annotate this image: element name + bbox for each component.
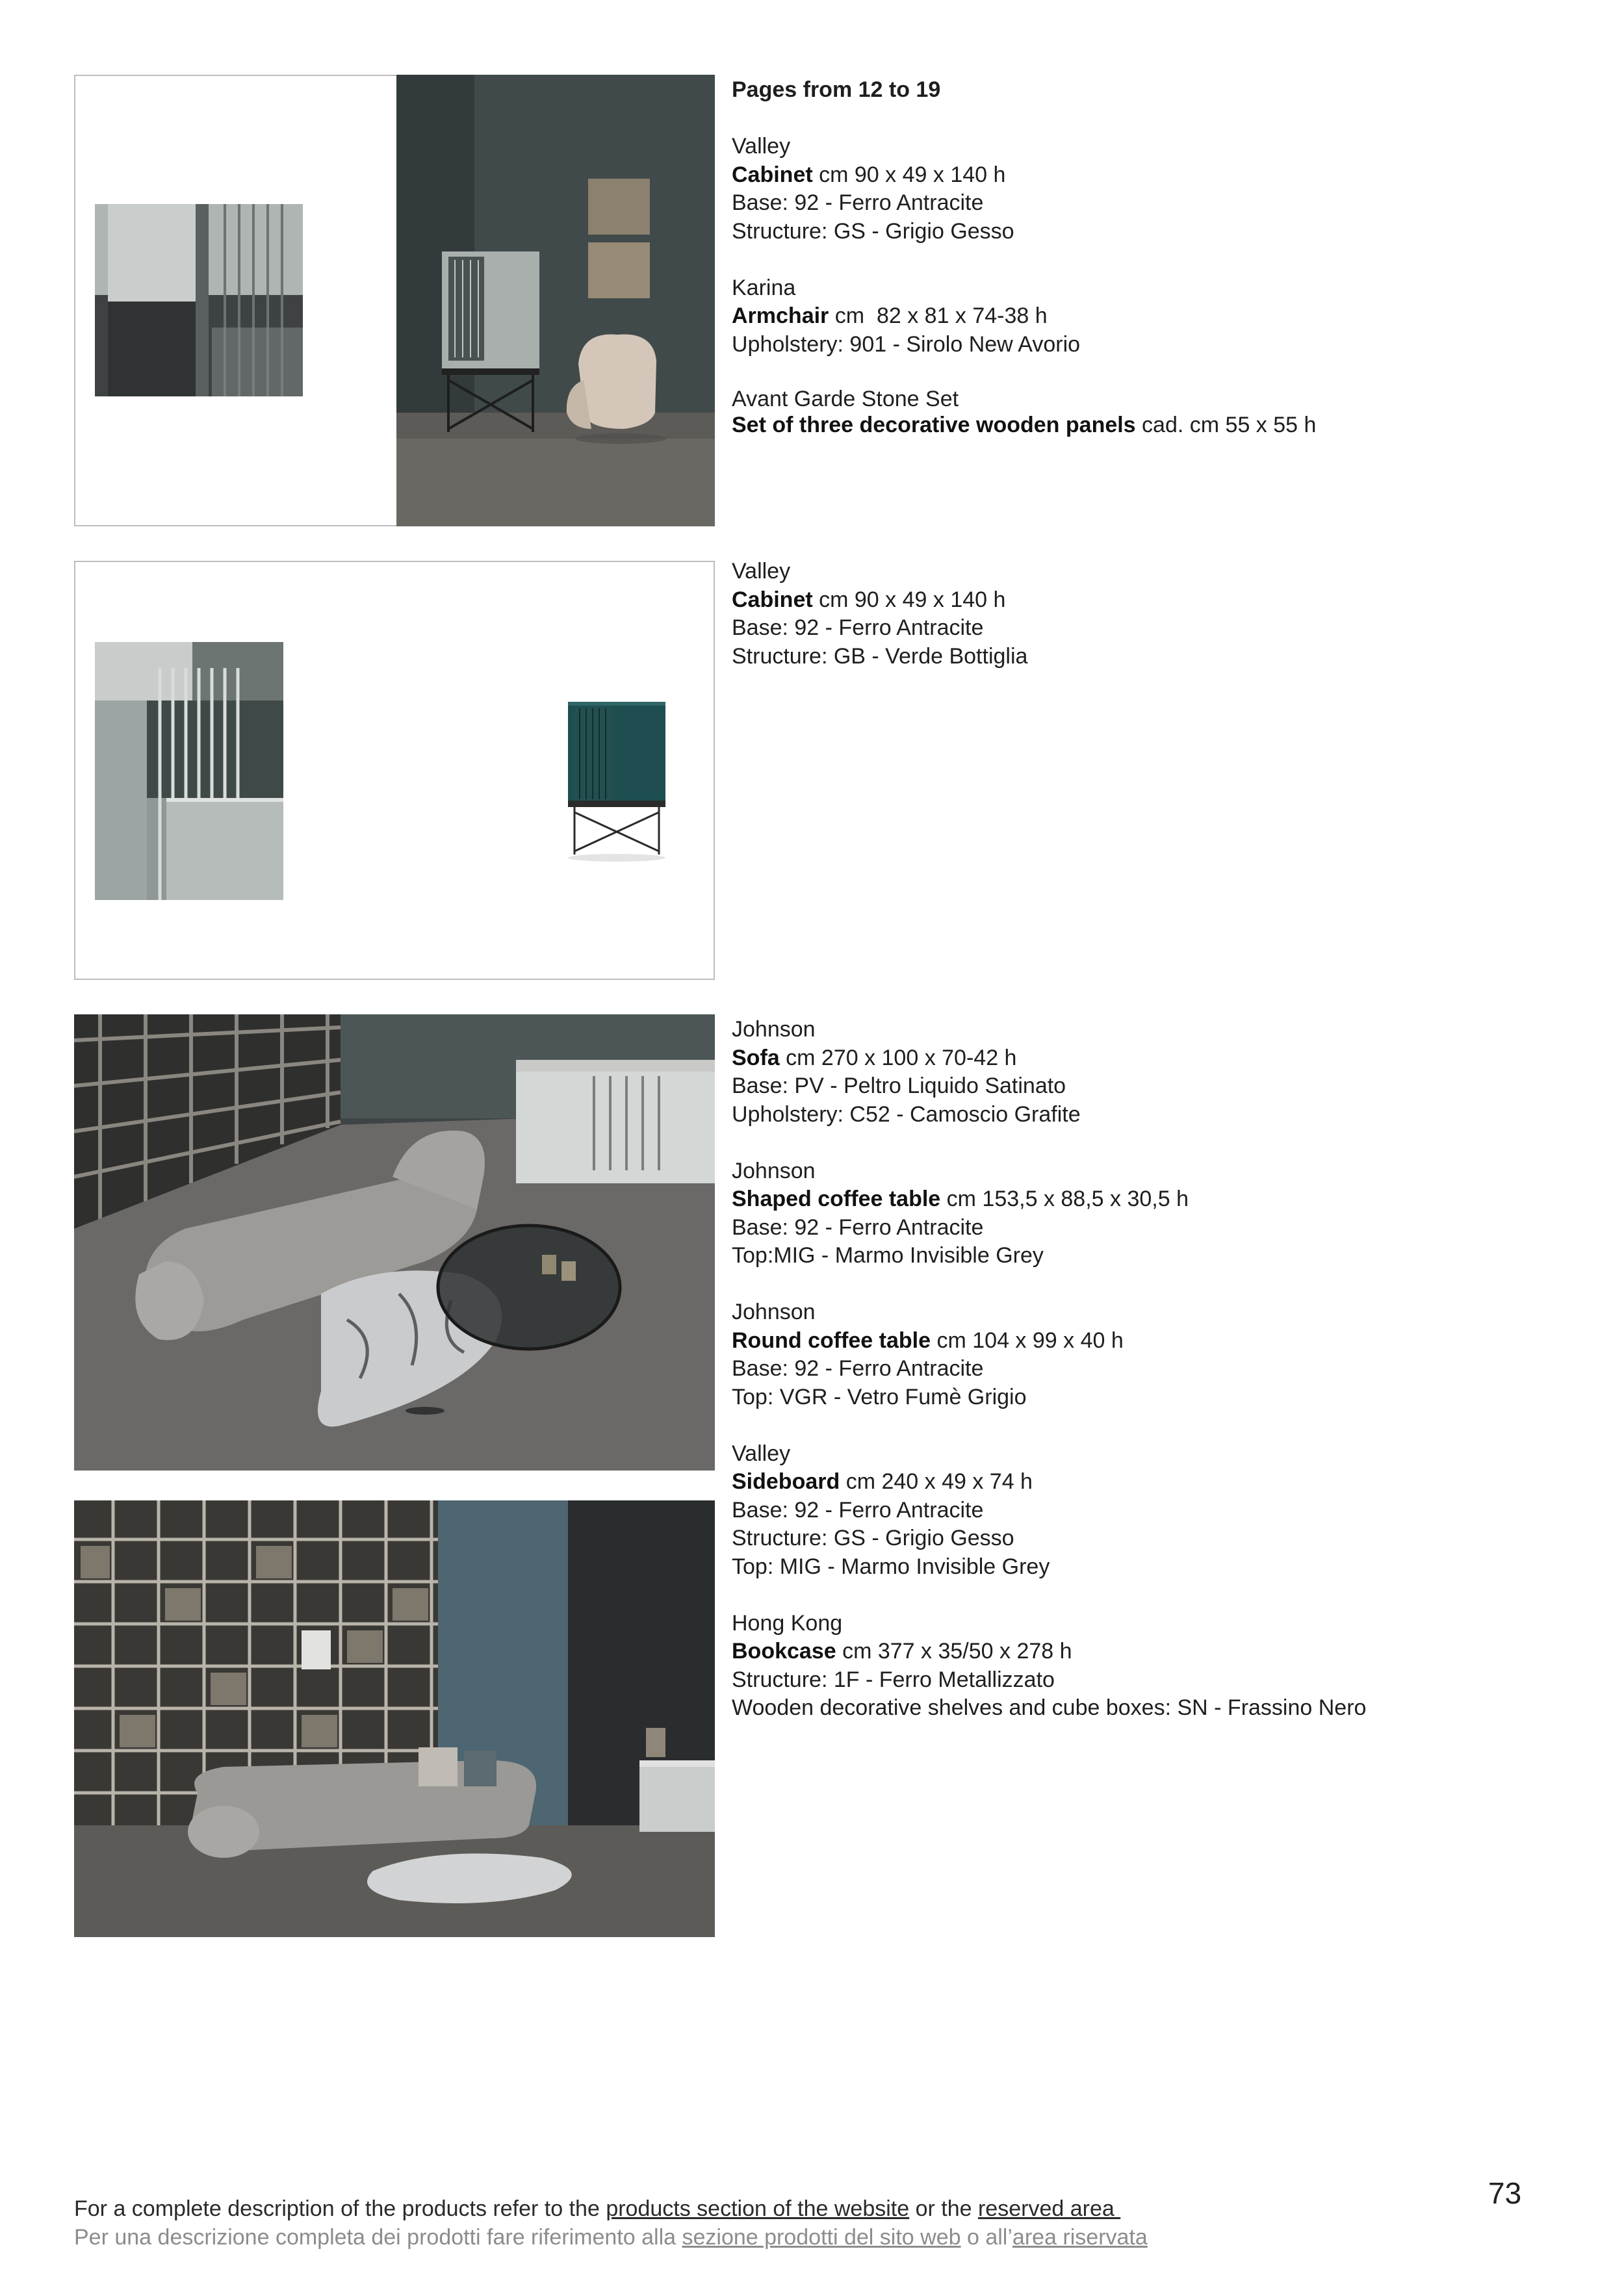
product-name: Valley <box>732 134 791 159</box>
living-room-photo-sofa-tables <box>74 1014 715 1471</box>
product-detail: Structure: GS - Grigio Gesso <box>732 218 1014 244</box>
product-detail: Structure: GB - Verde Bottiglia <box>732 643 1028 669</box>
section-3-text <box>732 1016 1366 1723</box>
product-detail: Base: 92 - Ferro Antracite <box>732 1215 984 1240</box>
product-name: Johnson <box>732 1158 816 1183</box>
product-dims: cm 90 x 49 x 140 h <box>812 162 1006 187</box>
product-detail: Upholstery: 901 - Sirolo New Avorio <box>732 331 1081 357</box>
product-detail: Base: 92 - Ferro Antracite <box>732 1497 984 1523</box>
product-name: Avant Garde Stone Set <box>732 386 959 411</box>
product-type: Cabinet <box>732 587 813 612</box>
product-detail: Base: 92 - Ferro Antracite <box>732 615 984 640</box>
product-type-line <box>732 1185 1366 1214</box>
product-type: Bookcase <box>732 1639 836 1664</box>
product-type-line <box>732 1468 1366 1497</box>
product-name: Valley <box>732 559 791 584</box>
cabinet-detail-photo-bars <box>95 642 283 900</box>
product-detail: Top: MIG - Marmo Invisible Grey <box>732 1554 1050 1579</box>
room-photo-cabinet-armchair <box>396 75 715 526</box>
product-detail: Base: 92 - Ferro Antracite <box>732 190 984 215</box>
product-type: Round coffee table <box>732 1328 931 1353</box>
product-name: Hong Kong <box>732 1610 843 1636</box>
cabinet-detail-photo-grey <box>95 204 303 396</box>
product-dims: cm 240 x 49 x 74 h <box>840 1469 1033 1494</box>
page-number: 73 <box>1488 2176 1522 2210</box>
product-type-line <box>732 1327 1366 1356</box>
footer-text: Per una descrizione completa dei prodotti fare riferimento alla <box>74 2225 682 2250</box>
footer-text: or the <box>909 2196 978 2221</box>
green-cabinet-cutout <box>560 695 671 868</box>
product-detail: Base: PV - Peltro Liquido Satinato <box>732 1073 1066 1098</box>
reserved-area-link[interactable]: reserved area <box>977 2196 1121 2221</box>
section-heading: Pages from 12 to 19 <box>732 77 941 102</box>
section-2-text <box>732 558 1027 671</box>
product-detail: Top:MIG - Marmo Invisible Grey <box>732 1243 1044 1268</box>
product-detail: Structure: 1F - Ferro Metallizzato <box>732 1667 1055 1692</box>
product-name: Karina <box>732 275 796 300</box>
product-type: Shaped coffee table <box>732 1187 941 1211</box>
product-dims: cm 82 x 81 x 74-38 h <box>829 303 1048 328</box>
product-detail: Base: 92 - Ferro Antracite <box>732 1356 984 1381</box>
product-detail: Structure: GS - Grigio Gesso <box>732 1526 1014 1550</box>
living-room-photo-bookcase-sofa <box>74 1500 715 1937</box>
product-type: Cabinet <box>732 162 813 187</box>
product-detail: Wooden decorative shelves and cube boxes: SN - Frassino Nero <box>732 1695 1367 1720</box>
product-type: Sofa <box>732 1045 780 1070</box>
product-type-line <box>732 1638 1366 1666</box>
product-dims: cm 270 x 100 x 70-42 h <box>779 1045 1017 1070</box>
product-dims: cm 153,5 x 88,5 x 30,5 h <box>940 1187 1189 1211</box>
product-type: Sideboard <box>732 1469 840 1494</box>
section-1-text <box>732 76 1316 439</box>
product-name: Valley <box>732 1441 791 1466</box>
product-detail: Upholstery: C52 - Camoscio Grafite <box>732 1101 1081 1127</box>
product-type-line <box>732 1044 1366 1073</box>
product-dims: cm 104 x 99 x 40 h <box>931 1328 1124 1353</box>
product-detail: Top: VGR - Vetro Fumè Grigio <box>732 1384 1027 1409</box>
footer <box>74 2194 1148 2252</box>
footer-text: o all’ <box>960 2225 1012 2250</box>
area-riservata-link[interactable]: area riservata <box>1012 2225 1148 2250</box>
product-name: Johnson <box>732 1017 816 1042</box>
footer-text: For a complete description of the products refer to the <box>74 2196 606 2221</box>
product-type-line <box>732 586 1027 615</box>
sezione-prodotti-link[interactable]: sezione prodotti del sito web <box>682 2225 961 2250</box>
product-dims: cm 377 x 35/50 x 278 h <box>836 1639 1072 1664</box>
product-type-line <box>732 161 1316 190</box>
products-section-link[interactable]: products section of the website <box>606 2196 910 2221</box>
product-type-line <box>732 302 1316 331</box>
product-name: Johnson <box>732 1300 816 1324</box>
product-dims: cad. cm 55 x 55 h <box>1135 412 1317 437</box>
footer-english-line <box>74 2194 1148 2223</box>
product-type: Armchair <box>732 303 829 328</box>
footer-italian-line <box>74 2223 1148 2252</box>
product-type-line <box>732 411 1316 440</box>
product-dims: cm 90 x 49 x 140 h <box>812 587 1006 612</box>
product-type: Set of three decorative wooden panels <box>732 412 1136 437</box>
